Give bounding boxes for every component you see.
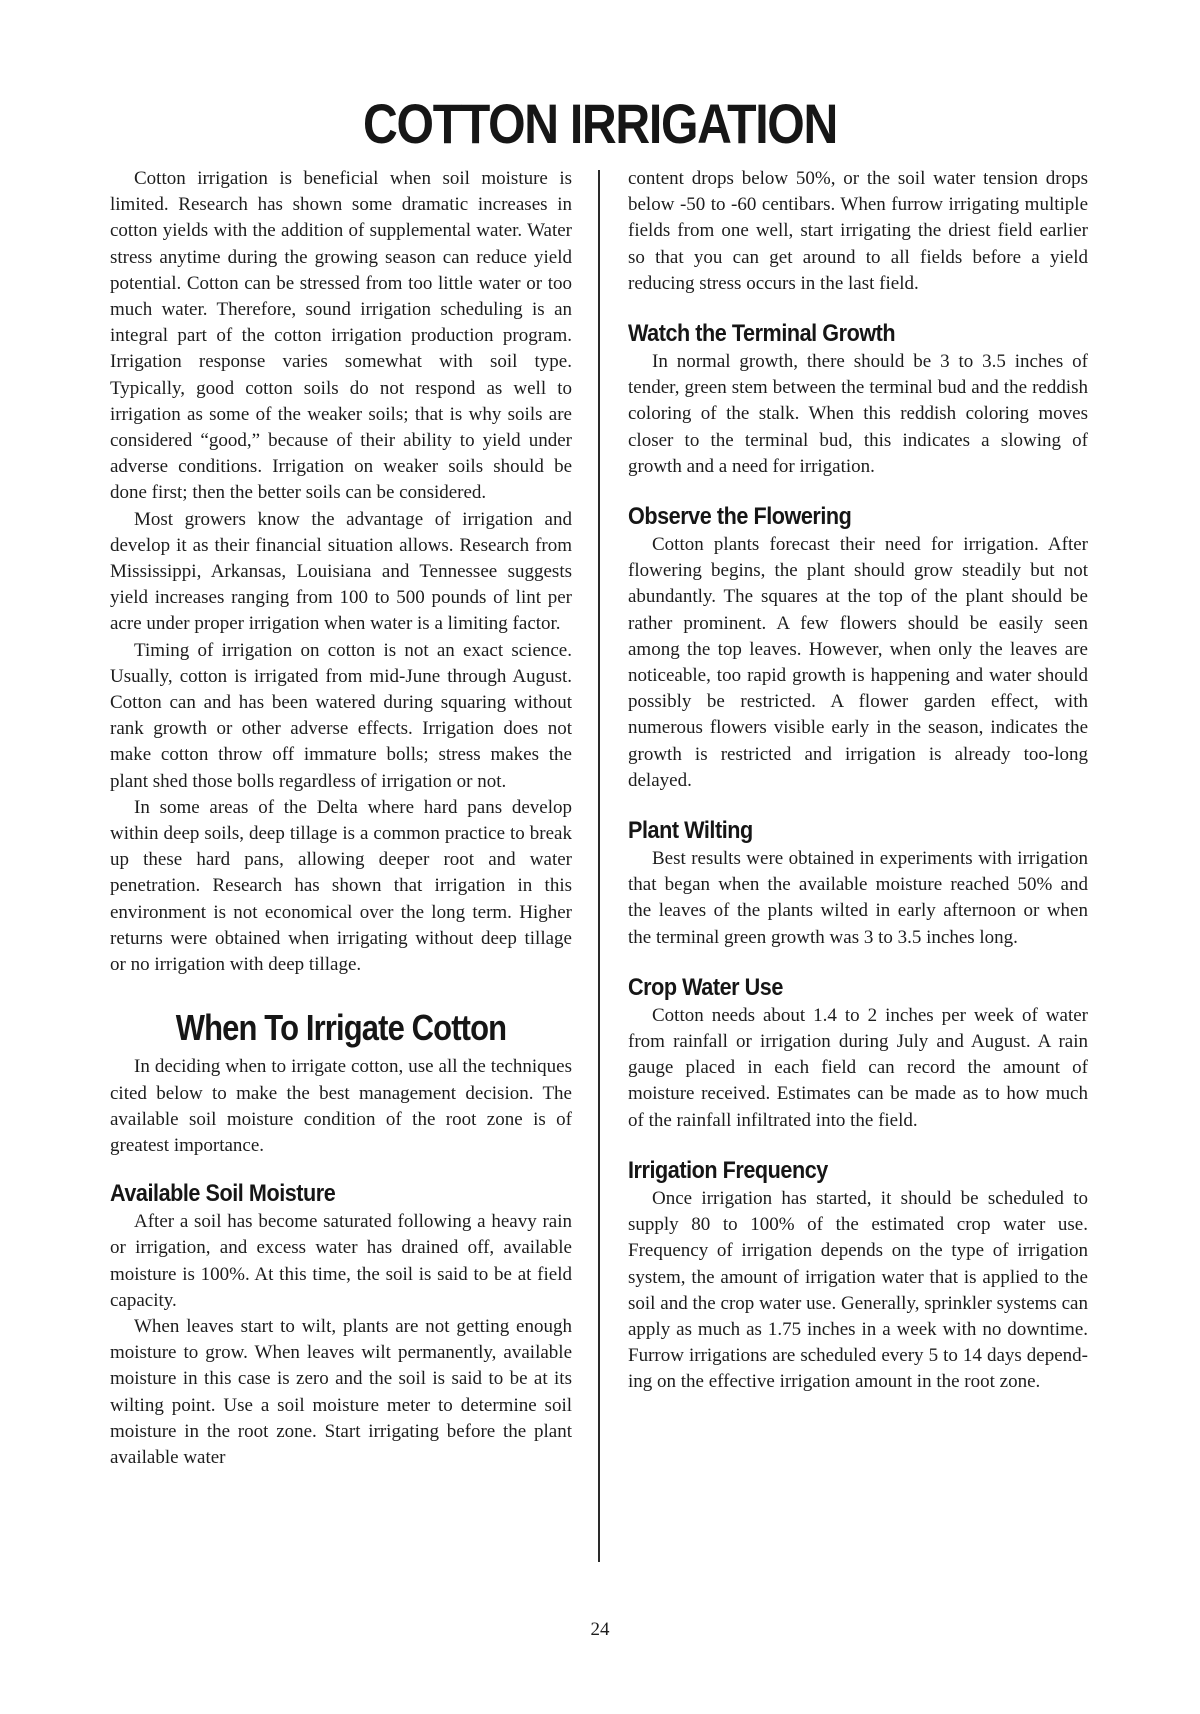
body-paragraph: After a soil has become saturated following a heavy rain or irrigation, and excess water has drained off, available moisture is 100%. At this time, the soil is said to be at field capacity. <box>110 1211 572 1311</box>
body-paragraph: Once irrigation has started, it should be scheduled to supply 80 to 100% of the estimated crop water use. Frequency of irrigation depends on the type of irrigation system, the amount of irrigation water that is applied to the soil and the crop water use. Generally, sprinkler systems can apply as much as 1.75 inches in a week with no downtime. Furrow irrigations are scheduled every 5 to 14 days depending on the effective irrigation amount in the root zone. <box>628 1187 1088 1393</box>
subheading-flowering: Observe the Flowering <box>628 503 852 531</box>
subheading-available-soil-moisture: Available Soil Moisture <box>110 1180 336 1208</box>
body-paragraph: Timing of irrigation on cotton is not an exact science. Usually, cotton is irrigated from mid-June through August. Cotton can and has been watered during squaring without rank growth or other adverse effects. Irrigation does not make cotton throw off immature bolls; stress makes the plant shed those bolls regardless of irrigation or not. <box>110 639 572 792</box>
body-paragraph: Cotton plants forecast their need for irrigation. After flowering begins, the plant should grow steadily but not abundantly. The squares at the top of the plant should be rather prominent. A few flowers should be easily seen among the top leaves. However, when only the leaves are noticeable, too rapid growth is happening and water should possibly be restricted. A flower garden effect, with numerous flowers visible early in the season, indicates the growth is restricted and irrigation is already too-long delayed. <box>628 534 1088 791</box>
subheading-plant-wilting: Plant Wilting <box>628 817 753 845</box>
section-heading-when-to-irrigate: When To Irrigate Cotton <box>175 1007 507 1049</box>
body-paragraph: Cotton needs about 1.4 to 2 inches per week of water from rainfall or irrigation during July and August. A rain gauge placed in each field can record the amount of moisture received. Estimates can be made as to how much of the rainfall infiltrated into the field. <box>628 1004 1088 1131</box>
right-column <box>628 166 1088 1396</box>
subheading-irrigation-frequency: Irrigation Frequency <box>628 1156 828 1184</box>
body-paragraph: When leaves start to wilt, plants are not getting enough moisture to grow. When leaves wilt permanently, available moisture in this case is zero and the soil is said to be at its wilting point. Use a soil moisture meter to determine soil moisture in the root zone. Start irrigating before the plant available water <box>110 1315 572 1468</box>
column-divider <box>598 170 600 1562</box>
body-paragraph: In normal growth, there should be 3 to 3.5 inches of tender, green stem between the terminal bud and the reddish coloring of the stalk. When this reddish coloring moves closer to the terminal bud, this indicates a slowing of growth and a need for irrigation. <box>628 351 1088 477</box>
body-paragraph: In deciding when to irrigate cotton, use all the techniques cited below to make the best management decision. The available soil moisture condition of the root zone is of greatest importance. <box>110 1056 572 1156</box>
subheading-crop-water-use: Crop Water Use <box>628 973 783 1001</box>
subheading-terminal-growth: Watch the Terminal Growth <box>628 320 896 348</box>
left-column <box>110 166 572 1471</box>
page-title: COTTON IRRIGATION <box>363 92 837 155</box>
body-paragraph: Cotton irrigation is beneficial when soil moisture is limited. Research has shown some dramatic increases in cotton yields with the addition of supplemental water. Water stress anytime during the growing season can reduce yield potential. Cotton can be stressed from too little water or too much water. Therefore, sound irrigation scheduling is an integral part of the cotton irrigation production program. Irrigation response varies somewhat with soil type. Typically, good cotton soils do not respond as well to irrigation as some of the weaker soils; that is why soils are considered “good,” because of their ability to yield under adverse conditions. Irrigation on weaker soils should be done first; then the better soils can be considered. <box>110 168 572 504</box>
body-paragraph-continuation: content drops below 50%, or the soil water tension drops below -50 to -60 centibars. When furrow irrigating multiple fields from one well, start irrigating the driest field earlier so that you can get around to all fields before a yield reducing stress occurs in the last field. <box>628 168 1088 294</box>
body-paragraph: Most growers know the advantage of irrigation and develop it as their financial situation allows. Research from Mississippi, Arkansas, Louisiana and Tennessee suggests yield increases ranging from 100 to 500 pounds of lint per acre under proper irrigation when water is a limiting factor. <box>110 508 572 635</box>
body-paragraph: In some areas of the Delta where hard pans develop within deep soils, deep tillage is a common practice to break up these hard pans, allowing deeper root and water penetration. Research has shown that irrigation in this environment is not economical over the long term. Higher returns were obtained when irrigating without deep tillage or no irrigation with deep tillage. <box>110 796 572 976</box>
body-paragraph: Best results were obtained in experiments with irrigation that began when the available moisture reached 50% and the leaves of the plants wilted in early afternoon or when the terminal green growth was 3 to 3.5 inches long. <box>628 848 1088 948</box>
page-number: 24 <box>590 1619 610 1640</box>
